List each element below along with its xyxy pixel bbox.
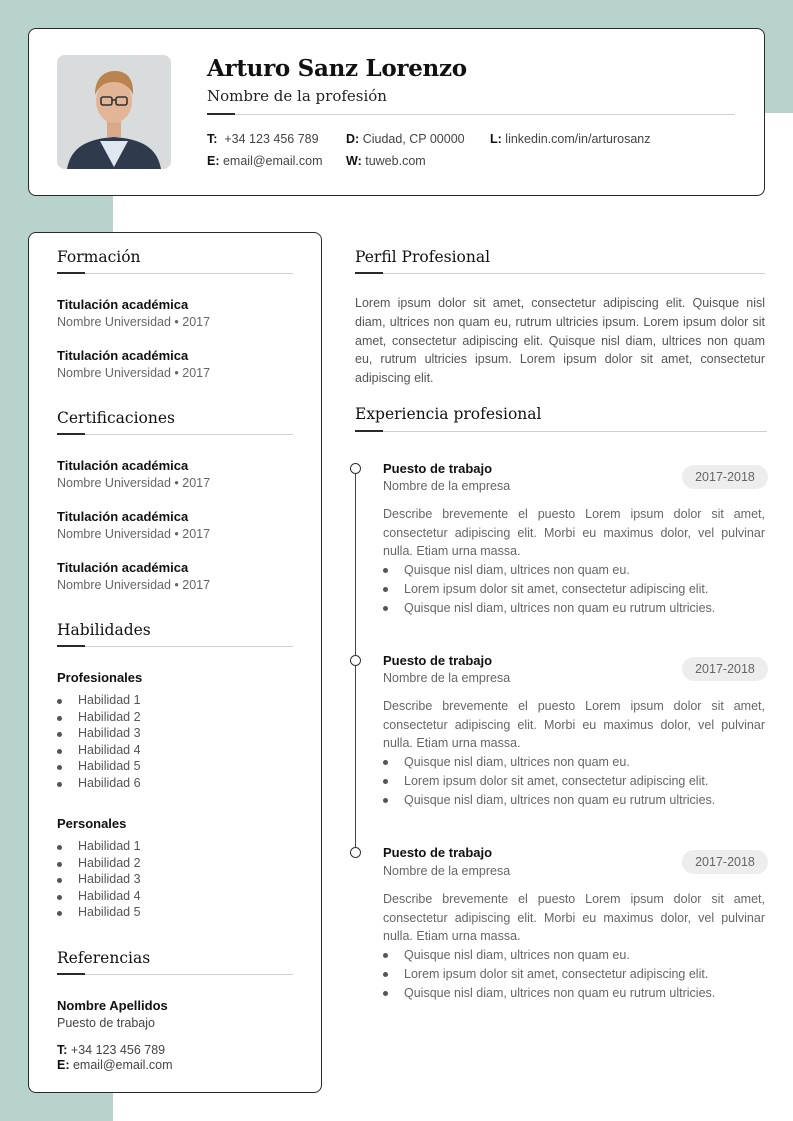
certificacion-item-sub: Nombre Universidad • 2017 bbox=[57, 476, 211, 490]
skills-professional-label: Profesionales bbox=[57, 670, 143, 685]
skills-personal-label: Personales bbox=[57, 816, 127, 831]
skill-item: Habilidad 2 bbox=[57, 855, 141, 872]
section-rule-accent bbox=[57, 272, 85, 274]
job-company: Nombre de la empresa bbox=[383, 864, 511, 878]
job-bullet: Quisque nisl diam, ultrices non quam eu. bbox=[383, 561, 765, 580]
skill-item: Habilidad 5 bbox=[57, 758, 141, 775]
job-description: Describe brevemente el puesto Lorem ipsum dolor sit amet, consectetur adipiscing elit. Morbi eu maximus dolor, vel pulvinar nulla. Etiam urna massa. bbox=[383, 507, 765, 559]
section-rule-accent bbox=[57, 973, 85, 975]
contact-email-key: E: bbox=[207, 154, 220, 168]
job-company: Nombre de la empresa bbox=[383, 479, 511, 493]
reference-email-value[interactable]: email@email.com bbox=[72, 1058, 173, 1072]
job-bullet: Quisque nisl diam, ultrices non quam eu rutrum ultricies. bbox=[383, 599, 765, 618]
job-bullet: Quisque nisl diam, ultrices non quam eu rutrum ultricies. bbox=[383, 984, 765, 1003]
contact-phone-value: +34 123 456 789 bbox=[224, 132, 319, 146]
contact-address bbox=[346, 132, 465, 146]
section-rule-accent bbox=[355, 430, 383, 432]
certificacion-item-sub: Nombre Universidad • 2017 bbox=[57, 527, 211, 541]
skill-item: Habilidad 2 bbox=[57, 709, 141, 726]
skill-item: Habilidad 3 bbox=[57, 871, 141, 888]
formacion-item-title: Titulación académica bbox=[57, 297, 189, 312]
formacion-item-sub: Nombre Universidad • 2017 bbox=[57, 366, 211, 380]
reference-phone-key: T: bbox=[57, 1043, 68, 1057]
section-rule bbox=[57, 646, 293, 647]
job-date-badge: 2017-2018 bbox=[682, 465, 768, 489]
job-title: Puesto de trabajo bbox=[383, 653, 493, 668]
header-divider bbox=[207, 114, 735, 115]
job-description: Describe brevemente el puesto Lorem ipsum dolor sit amet, consectetur adipiscing elit. Morbi eu maximus dolor, vel pulvinar nulla. Etiam urna massa. bbox=[383, 699, 765, 751]
profession-title: Nombre de la profesión bbox=[207, 87, 387, 105]
section-title-certificaciones: Certificaciones bbox=[57, 409, 175, 427]
reference-phone bbox=[57, 1043, 165, 1057]
timeline-dot bbox=[350, 847, 361, 858]
section-rule-accent bbox=[57, 645, 85, 647]
section-rule bbox=[57, 434, 293, 435]
contact-linkedin-value[interactable]: linkedin.com/in/arturosanz bbox=[505, 132, 651, 146]
reference-role: Puesto de trabajo bbox=[57, 1016, 155, 1030]
reference-email bbox=[57, 1058, 173, 1072]
skill-item: Habilidad 5 bbox=[57, 904, 141, 921]
section-rule bbox=[355, 431, 767, 432]
timeline-dot bbox=[350, 655, 361, 666]
skills-professional-list bbox=[57, 692, 141, 792]
section-title-experiencia: Experiencia profesional bbox=[355, 405, 542, 423]
job-company: Nombre de la empresa bbox=[383, 671, 511, 685]
profile-photo-illustration bbox=[57, 55, 171, 169]
section-title-referencias: Referencias bbox=[57, 949, 151, 967]
job-bullet-list bbox=[383, 946, 765, 1002]
contact-email-value[interactable]: email@email.com bbox=[222, 154, 323, 168]
section-rule bbox=[57, 273, 293, 274]
skill-item: Habilidad 4 bbox=[57, 742, 141, 759]
job-bullet: Quisque nisl diam, ultrices non quam eu rutrum ultricies. bbox=[383, 791, 765, 810]
certificacion-item-title: Titulación académica bbox=[57, 458, 189, 473]
job-description: Describe brevemente el puesto Lorem ipsum dolor sit amet, consectetur adipiscing elit. Morbi eu maximus dolor, vel pulvinar nulla. Etiam urna massa. bbox=[383, 892, 765, 944]
timeline-dot bbox=[350, 463, 361, 474]
contact-web-value[interactable]: tuweb.com bbox=[365, 154, 426, 168]
job-bullet: Lorem ipsum dolor sit amet, consectetur adipiscing elit. bbox=[383, 965, 765, 984]
contact-web bbox=[346, 154, 426, 168]
profile-summary: Lorem ipsum dolor sit amet, consectetur adipiscing elit. Quisque nisl diam, ultrices non quam eu, rutrum ultricies ipsum. Lorem ipsum dolor sit amet, consectetur adipiscing elit. Quisque nisl diam, ultrices non quam eu, rutrum ultricies ipsum. Lorem ipsum dolor sit amet, consectetur adipiscing elit. bbox=[355, 296, 765, 386]
reference-email-key: E: bbox=[57, 1058, 70, 1072]
job-date-badge: 2017-2018 bbox=[682, 850, 768, 874]
skill-item: Habilidad 6 bbox=[57, 775, 141, 792]
job-bullet: Quisque nisl diam, ultrices non quam eu. bbox=[383, 753, 765, 772]
skill-item: Habilidad 3 bbox=[57, 725, 141, 742]
formacion-item-sub: Nombre Universidad • 2017 bbox=[57, 315, 211, 329]
contact-phone-key: T: bbox=[207, 132, 218, 146]
section-rule bbox=[57, 974, 293, 975]
section-title-formacion: Formación bbox=[57, 248, 141, 266]
reference-name: Nombre Apellidos bbox=[57, 998, 168, 1013]
job-title: Puesto de trabajo bbox=[383, 845, 493, 860]
job-bullet: Lorem ipsum dolor sit amet, consectetur adipiscing elit. bbox=[383, 772, 765, 791]
header-card bbox=[28, 28, 765, 196]
certificacion-item-title: Titulación académica bbox=[57, 560, 189, 575]
job-date-badge: 2017-2018 bbox=[682, 657, 768, 681]
skill-item: Habilidad 1 bbox=[57, 838, 141, 855]
certificacion-item-sub: Nombre Universidad • 2017 bbox=[57, 578, 211, 592]
contact-web-key: W: bbox=[346, 154, 362, 168]
contact-address-key: D: bbox=[346, 132, 360, 146]
header-divider-accent bbox=[207, 113, 235, 115]
section-title-perfil: Perfil Profesional bbox=[355, 248, 491, 266]
skill-item: Habilidad 4 bbox=[57, 888, 141, 905]
job-title: Puesto de trabajo bbox=[383, 461, 493, 476]
reference-phone-value: +34 123 456 789 bbox=[70, 1043, 166, 1057]
skills-personal-list bbox=[57, 838, 141, 921]
contact-linkedin-key: L: bbox=[490, 132, 502, 146]
contact-phone bbox=[207, 132, 319, 146]
profile-photo bbox=[57, 55, 171, 169]
job-bullet-list bbox=[383, 561, 765, 617]
job-bullet: Quisque nisl diam, ultrices non quam eu. bbox=[383, 946, 765, 965]
job-bullet: Lorem ipsum dolor sit amet, consectetur adipiscing elit. bbox=[383, 580, 765, 599]
section-rule-accent bbox=[355, 272, 383, 274]
section-rule bbox=[355, 273, 765, 274]
section-rule-accent bbox=[57, 433, 85, 435]
section-title-habilidades: Habilidades bbox=[57, 621, 151, 639]
contact-email bbox=[207, 154, 323, 168]
certificacion-item-title: Titulación académica bbox=[57, 509, 189, 524]
skill-item: Habilidad 1 bbox=[57, 692, 141, 709]
person-name: Arturo Sanz Lorenzo bbox=[207, 55, 467, 82]
contact-address-value: Ciudad, CP 00000 bbox=[362, 132, 465, 146]
contact-linkedin bbox=[490, 132, 651, 146]
formacion-item-title: Titulación académica bbox=[57, 348, 189, 363]
job-bullet-list bbox=[383, 753, 765, 809]
